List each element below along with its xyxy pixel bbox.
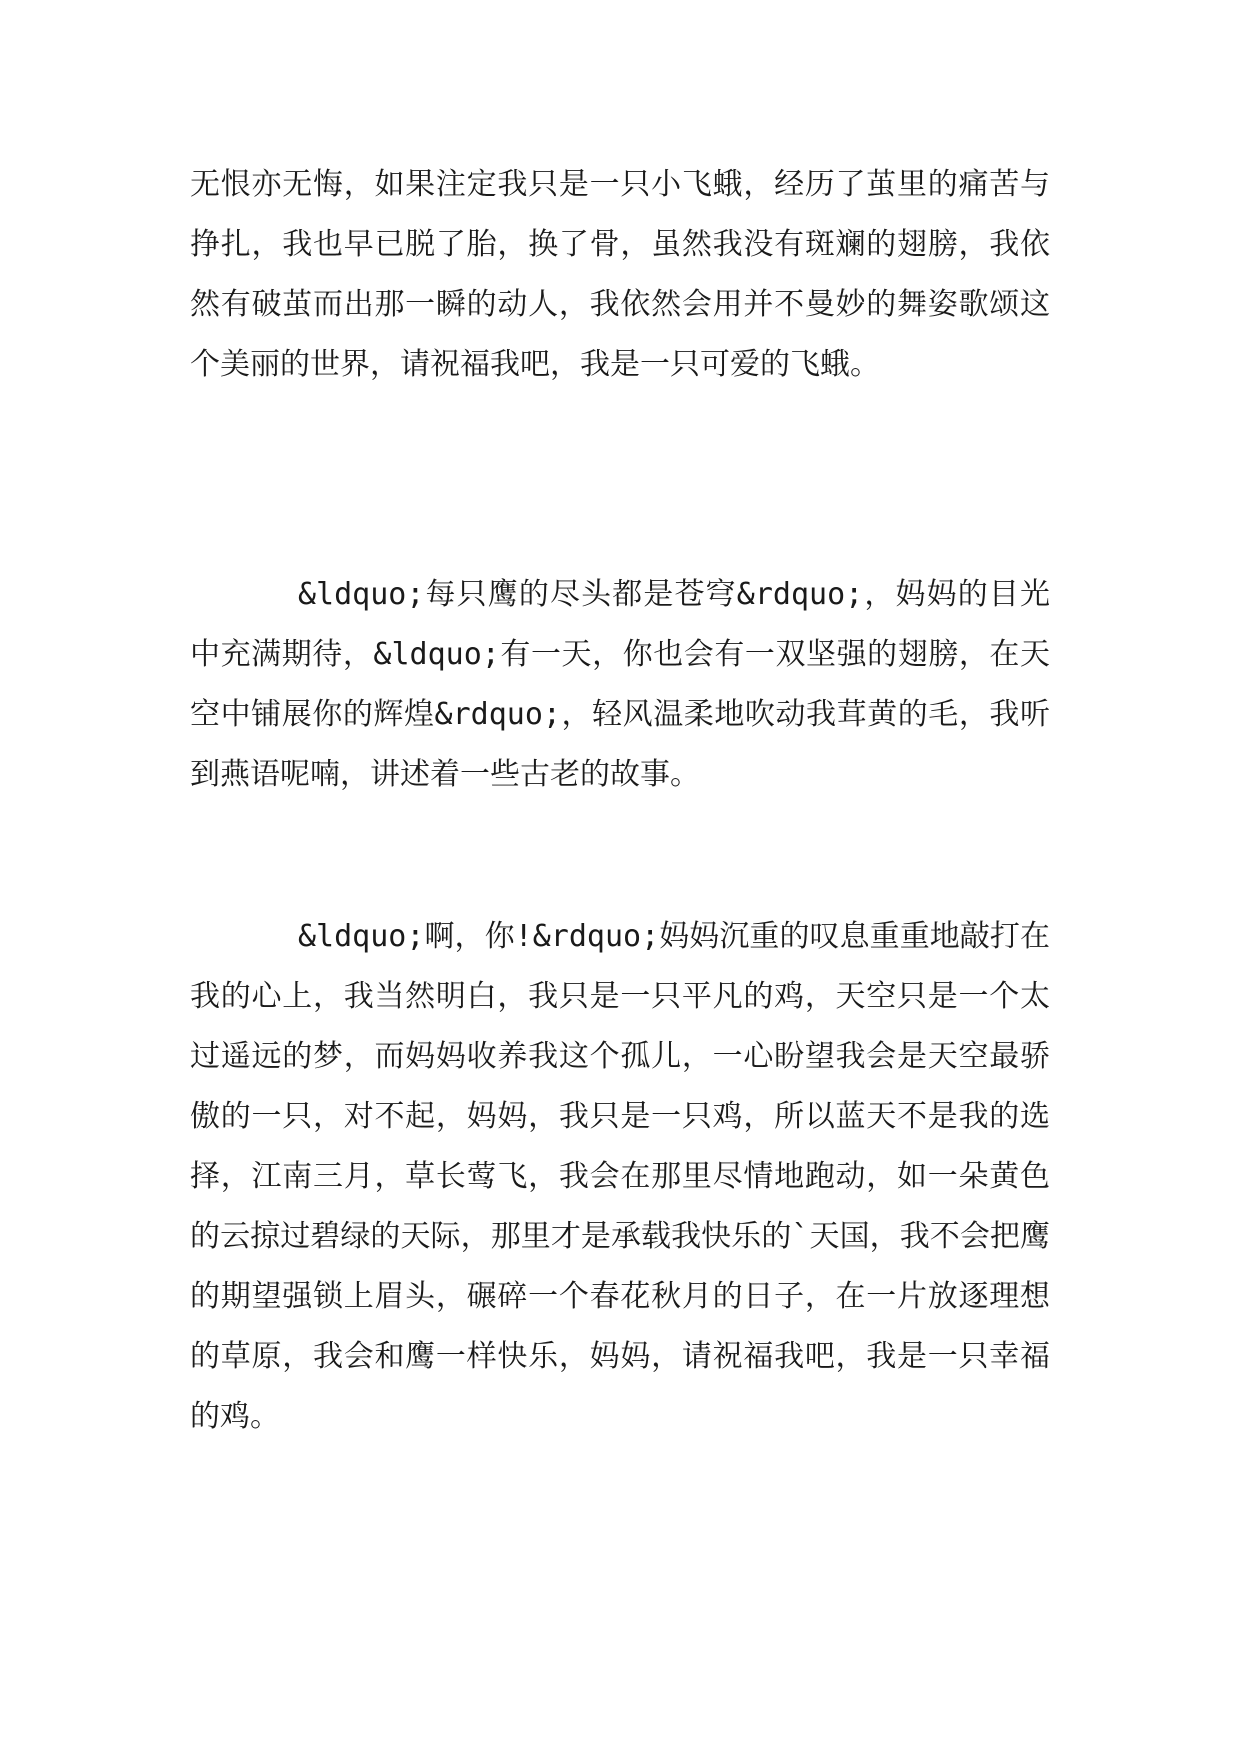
paragraph-eagle-hope: &ldquo;每只鹰的尽头都是苍穹&rdquo;，妈妈的目光中充满期待，&ldquo;有一天，你也会有一双坚强的翅膀，在天空中铺展你的辉煌&rdquo;，轻风温柔地吹动我茸黄的毛，我听到燕语呢喃，讲述着一些古老的故事。 xyxy=(190,577,1050,792)
paragraph-happy-chicken: &ldquo;啊，你!&rdquo;妈妈沉重的叹息重重地敲打在我的心上，我当然明白，我只是一只平凡的鸡，天空只是一个太过遥远的梦，而妈妈收养我这个孤儿，一心盼望我会是天空最骄傲的一只，对不起，妈妈，我只是一只鸡，所以蓝天不是我的选择，江南三月，草长莺飞，我会在那里尽情地跑动，如一朵黄色的云掠过碧绿的天际，那里才是承载我快乐的`天国，我不会把鹰的期望强锁上眉头，碾碎一个春花秋月的日子，在一片放逐理想的草原，我会和鹰一样快乐，妈妈，请祝福我吧，我是一只幸福的鸡。 xyxy=(190,919,1050,1434)
paragraph-moth: 无恨亦无悔，如果注定我只是一只小飞蛾，经历了茧里的痛苦与挣扎，我也早已脱了胎，换了骨，虽然我没有斑斓的翅膀，我依然有破茧而出那一瞬的动人，我依然会用并不曼妙的舞姿歌颂这个美丽的世界，请祝福我吧，我是一只可爱的飞蛾。 xyxy=(190,167,1050,382)
